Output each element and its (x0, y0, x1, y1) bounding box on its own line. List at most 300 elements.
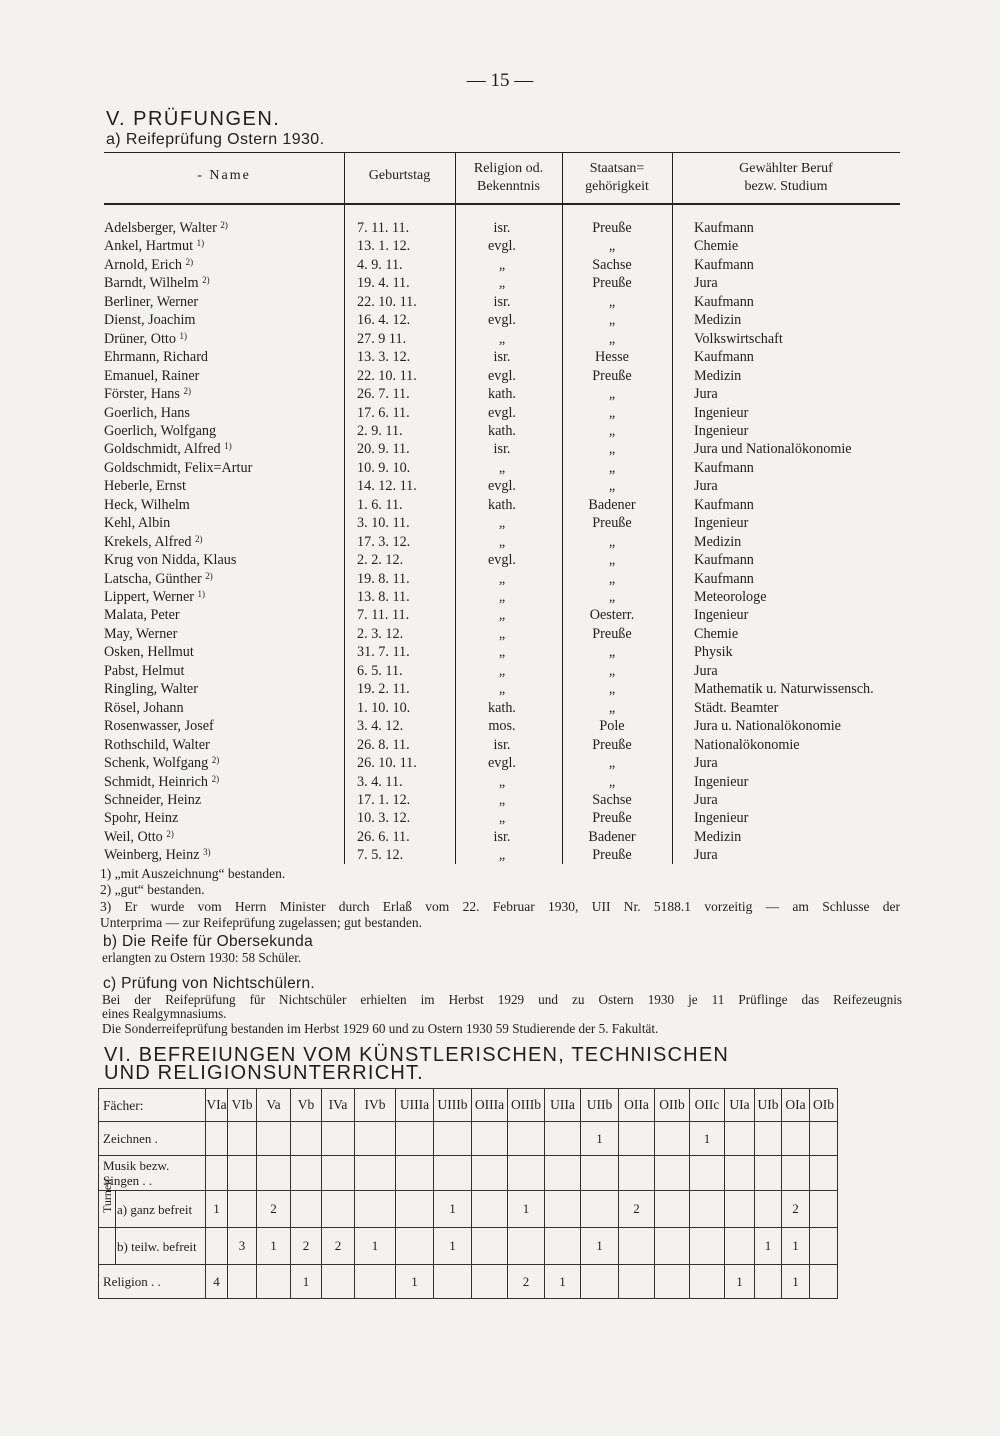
student-birthdate: 13. 1. 12. (357, 238, 411, 255)
student-career: Jura (694, 791, 718, 808)
student-row (0, 791, 1000, 810)
exemption-cell (810, 1122, 838, 1156)
footnote-1: 1) „mit Auszeichnung“ bestanden. (100, 866, 286, 881)
student-career: Jura (694, 478, 718, 495)
student-row (0, 754, 1000, 773)
student-name (104, 219, 228, 239)
student-religion: „ (498, 810, 506, 827)
exemption-cell (725, 1228, 755, 1265)
student-name (104, 459, 252, 479)
student-name-text: Krug von Nidda, Klaus (104, 552, 237, 569)
exemption-cell (472, 1191, 508, 1228)
student-name (104, 422, 216, 442)
row-label (99, 1122, 206, 1156)
exemption-cell (690, 1156, 725, 1191)
exemption-cell (619, 1122, 655, 1156)
exemption-cell (655, 1122, 690, 1156)
student-nationality: „ (608, 589, 616, 605)
student-nationality: Badener (588, 496, 636, 513)
exemption-cell (434, 1265, 472, 1299)
student-note: 1) (196, 238, 205, 249)
turnen-column (99, 1228, 116, 1264)
student-row (0, 477, 1000, 496)
student-nationality: „ (608, 699, 616, 716)
student-birthdate: 3. 4. 12. (357, 718, 404, 735)
student-nationality: „ (608, 644, 616, 661)
student-row (0, 828, 1000, 847)
header-staat-2: gehörigkeit (585, 179, 649, 194)
student-note: 1) (197, 589, 206, 599)
exemption-cell (206, 1156, 228, 1191)
exemption-cell: 2 (782, 1191, 810, 1228)
exemption-cell (690, 1228, 725, 1265)
class-header: UIIIa (396, 1089, 434, 1122)
student-name-text: Latscha, Günther (104, 570, 202, 587)
student-row (0, 643, 1000, 662)
student-name (104, 330, 187, 350)
exemption-cell (206, 1122, 228, 1156)
student-religion: „ (498, 644, 506, 661)
student-name-text: Schenk, Wolfgang (104, 755, 209, 772)
subsection-c-text-2: eines Realgymnasiums. (102, 1006, 227, 1021)
student-row (0, 256, 1000, 275)
student-name-text: Dienst, Joachim (104, 312, 196, 329)
student-name-text: Heberle, Ernst (104, 478, 186, 495)
student-nationality: „ (608, 773, 616, 790)
student-row (0, 274, 1000, 293)
student-birthdate: 16. 4. 12. (357, 312, 411, 329)
student-name-text: Barndt, Wilhelm (104, 275, 199, 292)
class-header: Vb (291, 1089, 322, 1122)
student-religion: „ (498, 515, 506, 532)
exemption-cell (725, 1191, 755, 1228)
exemption-cell (655, 1191, 690, 1228)
exemption-cell (581, 1156, 619, 1191)
exemption-cell (355, 1156, 396, 1191)
class-header: UIb (755, 1089, 782, 1122)
subsection-c-text-1: Bei der Reifeprüfung für Nichtschüler erhielten im Herbst 1929 und zu Ostern 1930 je 11 Prüflinge das Reifezeugnis (102, 992, 902, 1007)
student-nationality: „ (608, 459, 616, 476)
student-name (104, 625, 177, 645)
student-birthdate: 26. 8. 11. (357, 736, 410, 753)
subsection-a-heading: a) Reifeprüfung Ostern 1930. (106, 131, 325, 148)
student-birthdate: 7. 11. 11. (357, 220, 410, 236)
student-note: 2) (183, 386, 191, 397)
subsection-c-heading: c) Prüfung von Nichtschülern. (103, 975, 316, 992)
student-name (104, 588, 205, 608)
student-row (0, 570, 1000, 589)
student-career: Medizin (694, 312, 742, 329)
student-birthdate: 13. 8. 11. (357, 589, 410, 605)
student-name-text: Emanuel, Rainer (104, 367, 200, 384)
student-note: 3) (203, 847, 211, 858)
student-nationality: „ (608, 533, 616, 550)
student-nationality: „ (608, 312, 616, 329)
student-career: Jura und Nationalökonomie (694, 441, 852, 458)
student-nationality: Preuße (592, 220, 632, 236)
exemption-cell (396, 1191, 434, 1228)
student-nationality: „ (608, 386, 616, 403)
student-nationality: Preuße (592, 625, 632, 642)
exemption-cell (322, 1265, 355, 1299)
class-header: IVb (355, 1089, 396, 1122)
student-career: Kaufmann (694, 220, 754, 236)
student-name (104, 809, 178, 829)
exemption-cell (810, 1156, 838, 1191)
student-nationality: Sachse (592, 256, 632, 273)
exemption-cell: 1 (355, 1228, 396, 1265)
student-row (0, 311, 1000, 330)
exemption-cell: 1 (396, 1265, 434, 1299)
student-career: Mathematik u. Naturwissensch. (694, 681, 874, 698)
class-header: VIa (206, 1089, 228, 1122)
exemption-cell: 1 (545, 1265, 581, 1299)
student-religion: kath. (488, 386, 516, 403)
student-name (104, 791, 201, 811)
student-birthdate: 2. 2. 12. (357, 552, 404, 569)
subsection-b-text: erlangten zu Ostern 1930: 58 Schüler. (102, 950, 302, 965)
student-row (0, 385, 1000, 404)
student-nationality: Hesse (595, 349, 629, 366)
student-name (104, 256, 193, 276)
student-nationality: Oesterr. (589, 607, 635, 624)
student-nationality: Preuße (592, 847, 632, 864)
exemption-cell (434, 1122, 472, 1156)
student-row (0, 404, 1000, 423)
student-religion: isr. (493, 349, 511, 366)
student-career: Medizin (694, 367, 742, 384)
exemption-cell (322, 1156, 355, 1191)
footnote-3-cont: Unterprima — zur Reifeprüfung zugelassen; gut bestanden. (100, 915, 423, 930)
exemption-cell (725, 1122, 755, 1156)
student-name (104, 717, 214, 737)
student-name (104, 680, 198, 700)
student-religion: „ (498, 607, 506, 624)
student-nationality: „ (608, 238, 616, 255)
student-birthdate: 17. 6. 11. (357, 404, 410, 421)
exemption-cell (291, 1122, 322, 1156)
student-career: Jura (694, 662, 718, 679)
student-name-text: Schneider, Heinz (104, 791, 202, 808)
section-v-heading: V. PRÜFUNGEN. (106, 108, 281, 130)
student-birthdate: 10. 3. 12. (357, 810, 411, 827)
student-name (104, 237, 204, 257)
student-row (0, 736, 1000, 755)
exemption-cell: 2 (619, 1191, 655, 1228)
student-religion: „ (498, 330, 506, 347)
student-nationality: „ (608, 552, 616, 569)
class-header: OIIb (655, 1089, 690, 1122)
student-birthdate: 19. 2. 11. (357, 681, 410, 698)
exemption-cell (228, 1156, 257, 1191)
student-career: Ingenieur (694, 515, 749, 532)
student-career: Jura (694, 755, 718, 772)
page-number: — 15 — (466, 70, 534, 91)
exemption-cell (396, 1228, 434, 1265)
header-religion-2: Bekenntnis (477, 179, 540, 194)
student-name (104, 385, 191, 405)
student-name-text: Arnold, Erich (104, 256, 183, 273)
student-row (0, 367, 1000, 386)
exemption-table (98, 1088, 838, 1299)
exemption-cell (690, 1265, 725, 1299)
student-nationality: Preuße (592, 515, 632, 532)
student-career: Jura u. Nationalökonomie (694, 718, 841, 735)
exemption-cell (545, 1122, 581, 1156)
student-career: Medizin (694, 828, 742, 845)
student-nationality: Preuße (592, 367, 632, 384)
exemption-cell (782, 1122, 810, 1156)
student-birthdate: 2. 3. 12. (357, 625, 404, 642)
student-name (104, 311, 195, 331)
student-row (0, 809, 1000, 828)
student-name (104, 846, 211, 866)
student-religion: isr. (493, 293, 511, 310)
student-career: Medizin (694, 533, 742, 550)
student-career: Nationalökonomie (694, 736, 800, 753)
student-row (0, 533, 1000, 552)
exemption-cell: 1 (206, 1191, 228, 1228)
exemption-row (99, 1265, 838, 1299)
exemption-cell (228, 1265, 257, 1299)
exemption-cell: 1 (690, 1122, 725, 1156)
exemption-row (99, 1191, 838, 1228)
class-header: UIa (725, 1089, 755, 1122)
class-header: OIIc (690, 1089, 725, 1122)
exemption-cell (755, 1191, 782, 1228)
student-birthdate: 3. 4. 11. (357, 773, 403, 790)
exemption-cell: 1 (725, 1265, 755, 1299)
student-name-text: Weinberg, Heinz (104, 847, 200, 864)
exemption-cell: 2 (508, 1265, 545, 1299)
student-birthdate: 27. 9 11. (357, 330, 407, 347)
class-header: OIIIb (508, 1089, 545, 1122)
exemption-cell (396, 1156, 434, 1191)
student-religion: „ (498, 625, 506, 642)
exemption-cell (355, 1265, 396, 1299)
student-name (104, 643, 194, 663)
exemption-cell (472, 1228, 508, 1265)
student-name-text: Malata, Peter (104, 607, 180, 624)
exemption-cell (755, 1156, 782, 1191)
exemption-header-row (99, 1089, 838, 1122)
exemption-cell (545, 1228, 581, 1265)
student-name (104, 662, 184, 682)
exemption-cell (782, 1156, 810, 1191)
student-row (0, 496, 1000, 515)
student-nationality: „ (608, 441, 616, 458)
exemption-cell (810, 1265, 838, 1299)
student-nationality: „ (608, 681, 616, 698)
student-birthdate: 17. 1. 12. (357, 791, 411, 808)
student-name-text: Spohr, Heinz (104, 810, 179, 827)
exemption-cell (472, 1265, 508, 1299)
student-nationality: Preuße (592, 736, 632, 753)
student-career: Kaufmann (694, 570, 754, 587)
student-religion: evgl. (488, 404, 516, 421)
exemption-cell: 1 (782, 1265, 810, 1299)
student-religion: kath. (488, 699, 516, 716)
student-row (0, 606, 1000, 625)
exemption-cell (355, 1191, 396, 1228)
student-note: 2) (195, 533, 203, 544)
exemption-cell: 1 (755, 1228, 782, 1265)
student-name (104, 551, 236, 571)
exemption-row (99, 1122, 838, 1156)
exemption-cell (472, 1156, 508, 1191)
footnote-2: 2) „gut“ bestanden. (100, 882, 205, 897)
student-name-text: Rothschild, Walter (104, 736, 210, 753)
student-birthdate: 26. 6. 11. (357, 828, 410, 845)
student-name-text: Schmidt, Heinrich (104, 773, 209, 790)
exemption-cell: 1 (508, 1191, 545, 1228)
corner-label: Fächer: (99, 1089, 206, 1122)
student-name-text: Goldschmidt, Alfred (104, 441, 221, 458)
exemption-cell (396, 1122, 434, 1156)
class-header: OIIIa (472, 1089, 508, 1122)
exemption-cell (581, 1265, 619, 1299)
exemption-row (99, 1156, 838, 1191)
student-religion: evgl. (488, 478, 516, 495)
header-beruf-2: bezw. Studium (744, 179, 828, 194)
student-religion: „ (498, 570, 506, 587)
header-religion-1: Religion od. (473, 161, 544, 176)
student-nationality: „ (608, 570, 616, 587)
student-row (0, 293, 1000, 312)
table-top-rule (104, 152, 900, 153)
student-row (0, 219, 1000, 238)
student-note: 2) (202, 275, 210, 286)
student-nationality: „ (608, 478, 616, 495)
student-name-text: Rosenwasser, Josef (104, 718, 214, 735)
exemption-cell: 1 (434, 1228, 472, 1265)
student-nationality: Pole (599, 718, 625, 735)
student-name-text: Ringling, Walter (104, 681, 198, 698)
exemption-cell (472, 1122, 508, 1156)
exemption-cell (810, 1191, 838, 1228)
header-beruf-1: Gewählter Beruf (739, 161, 833, 176)
student-birthdate: 26. 10. 11. (357, 755, 417, 772)
student-birthdate: 10. 9. 10. (357, 459, 411, 476)
class-header: UIIIb (434, 1089, 472, 1122)
class-header: OIIa (619, 1089, 655, 1122)
table-header-rule (104, 203, 900, 205)
student-birthdate: 31. 7. 11. (357, 644, 410, 661)
student-birthdate: 13. 3. 12. (357, 349, 411, 366)
student-note: 2) (205, 570, 213, 581)
student-birthdate: 1. 10. 10. (357, 699, 411, 716)
student-note: 1) (179, 330, 187, 341)
exemption-cell (508, 1156, 545, 1191)
student-name-text: Krekels, Alfred (104, 533, 192, 550)
student-nationality: „ (608, 422, 616, 439)
student-name-text: Goldschmidt, Felix=Artur (104, 459, 253, 476)
student-religion: „ (498, 589, 506, 605)
exemption-cell (322, 1191, 355, 1228)
student-birthdate: 6. 5. 11. (357, 662, 403, 679)
exemption-cell (690, 1191, 725, 1228)
student-name-text: Osken, Hellmut (104, 644, 194, 661)
exemption-cell (322, 1122, 355, 1156)
exemption-cell: 1 (291, 1265, 322, 1299)
student-birthdate: 4. 9. 11. (357, 256, 403, 273)
student-row (0, 514, 1000, 533)
student-nationality: Preuße (592, 810, 632, 827)
student-birthdate: 7. 11. 11. (357, 607, 410, 624)
student-row (0, 551, 1000, 570)
student-name-text: Lippert, Werner (104, 589, 194, 605)
turnen-column (99, 1178, 116, 1227)
student-career: Kaufmann (694, 349, 754, 366)
class-header: OIb (810, 1089, 838, 1122)
exemption-cell (725, 1156, 755, 1191)
student-religion: „ (498, 791, 506, 808)
student-name-text: Ankel, Hartmut (104, 238, 194, 255)
student-name (104, 293, 198, 313)
exemption-cell (545, 1191, 581, 1228)
student-career: Physik (694, 644, 733, 661)
student-religion: evgl. (488, 312, 516, 329)
student-career: Kaufmann (694, 496, 754, 513)
exemption-cell (228, 1122, 257, 1156)
exemption-cell: 1 (434, 1191, 472, 1228)
header-name: - Name (197, 168, 251, 183)
exemption-cell (291, 1191, 322, 1228)
student-name-text: Goerlich, Hans (104, 404, 190, 421)
student-note: 2) (220, 220, 228, 230)
student-name (104, 754, 219, 774)
exemption-cell (228, 1191, 257, 1228)
student-name (104, 514, 170, 534)
student-nationality: „ (608, 662, 616, 679)
student-name (104, 606, 180, 626)
student-career: Ingenieur (694, 773, 749, 790)
student-row (0, 846, 1000, 865)
student-religion: „ (498, 459, 506, 476)
turnen-label: Turnen (100, 1178, 114, 1213)
subsection-c-text-3: Die Sonderreifeprüfung bestanden im Herbst 1929 60 und zu Ostern 1930 59 Studierende der 5. Fakultät. (102, 1021, 659, 1036)
exemption-cell: 1 (782, 1228, 810, 1265)
exemption-cell (810, 1228, 838, 1265)
exemption-cell (619, 1265, 655, 1299)
row-label (99, 1178, 206, 1228)
student-row (0, 680, 1000, 699)
student-religion: evgl. (488, 238, 516, 255)
exemption-cell (257, 1156, 291, 1191)
class-header: Va (257, 1089, 291, 1122)
student-note: 2) (211, 773, 220, 784)
student-career: Ingenieur (694, 810, 749, 827)
student-religion: kath. (488, 496, 516, 513)
student-career: Ingenieur (694, 422, 749, 439)
student-career: Städt. Beamter (694, 699, 779, 716)
student-career: Ingenieur (694, 404, 749, 421)
class-header: UIIa (545, 1089, 581, 1122)
student-birthdate: 3. 10. 11. (357, 515, 410, 532)
student-birthdate: 1. 6. 11. (357, 496, 403, 513)
footnote-3: 3) Er wurde vom Herrn Minister durch Erlaß vom 22. Februar 1930, UII Nr. 5188.1 vorzeitig — am Schlusse der (100, 899, 900, 914)
student-nationality: „ (608, 330, 616, 347)
header-staat-1: Staatsan= (589, 161, 645, 176)
student-name-text: Goerlich, Wolfgang (104, 422, 217, 439)
exemption-row (99, 1228, 838, 1265)
exemption-cell (355, 1122, 396, 1156)
student-birthdate: 22. 10. 11. (357, 367, 417, 384)
student-row (0, 662, 1000, 681)
student-religion: evgl. (488, 367, 516, 384)
student-name (104, 533, 203, 553)
student-name (104, 828, 174, 848)
